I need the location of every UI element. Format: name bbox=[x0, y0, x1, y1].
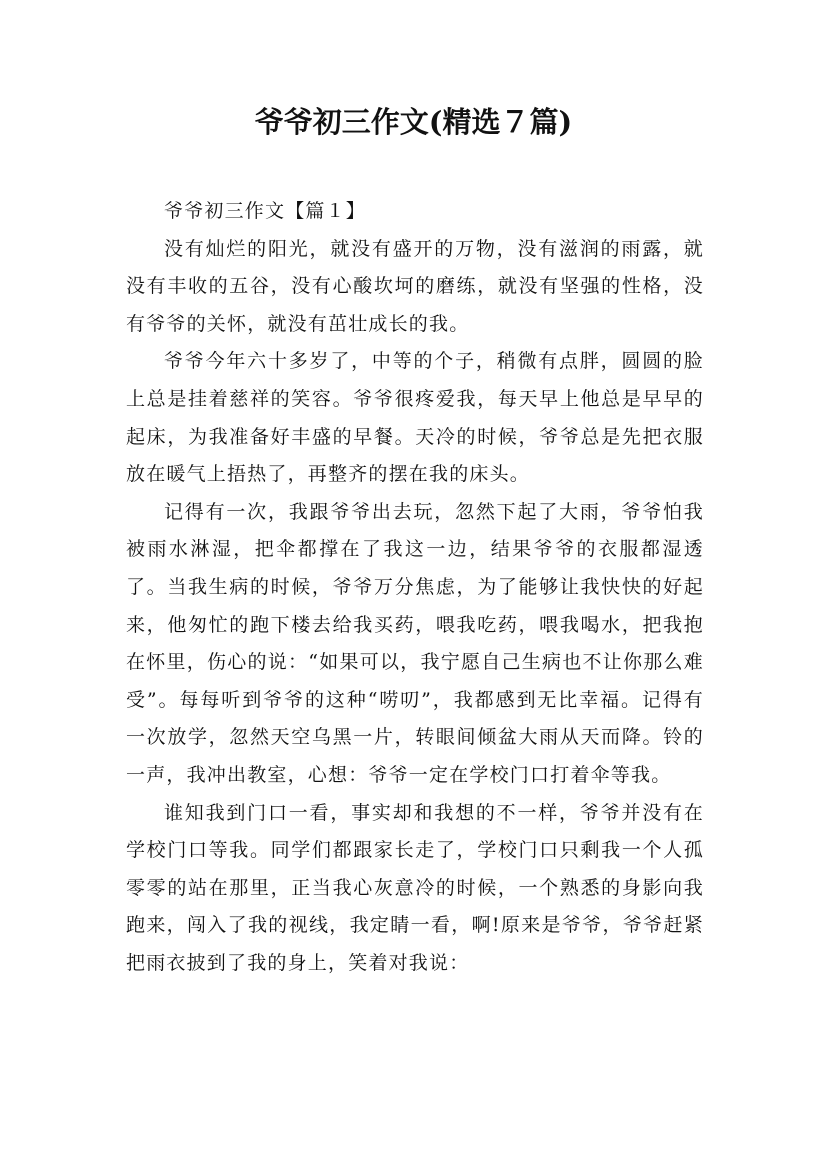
document-body bbox=[126, 193, 704, 982]
document-title: 爷爷初三作文(精选７篇) bbox=[254, 105, 573, 139]
paragraph: 记得有一次，我跟爷爷出去玩，忽然下起了大雨，爷爷怕我被雨水淋湿，把伞都撑在了我这一边，结果爷爷的衣服都湿透了。当我生病的时候，爷爷万分焦虑，为了能够让我快快的好起来，他匆忙的跑下楼去给我买药，喂我吃药，喂我喝水，把我抱在怀里，伤心的说：“如果可以，我宁愿自己生病也不让你那么难受”。每每听到爷爷的这种“唠叨”，我都感到无比幸福。记得有一次放学，忽然天空乌黑一片，转眼间倾盆大雨从天而降。铃的一声，我冲出教室，心想：爷爷一定在学校门口打着伞等我。 bbox=[126, 500, 704, 786]
paragraph: 没有灿烂的阳光，就没有盛开的万物，没有滋润的雨露，就没有丰收的五谷，没有心酸坎坷的磨练，就没有坚强的性格，没有爷爷的关怀，就没有茁壮成长的我。 bbox=[126, 237, 704, 335]
paragraph: 谁知我到门口一看，事实却和我想的不一样，爷爷并没有在学校门口等我。同学们都跟家长走了，学校门口只剩我一个人孤零零的站在那里，正当我心灰意冷的时候，一个熟悉的身影向我跑来，闯入了我的视线，我定睛一看，啊!原来是爷爷，爷爷赶紧把雨衣披到了我的身上，笑着对我说： bbox=[126, 801, 704, 974]
section-heading: 爷爷初三作文【篇１】 bbox=[164, 200, 367, 222]
paragraph: 爷爷今年六十多岁了，中等的个子，稍微有点胖，圆圆的脸上总是挂着慈祥的笑容。爷爷很疼爱我，每天早上他总是早早的起床，为我准备好丰盛的早餐。天冷的时候，爷爷总是先把衣服放在暖气上捂热了，再整齐的摆在我的床头。 bbox=[126, 350, 704, 486]
